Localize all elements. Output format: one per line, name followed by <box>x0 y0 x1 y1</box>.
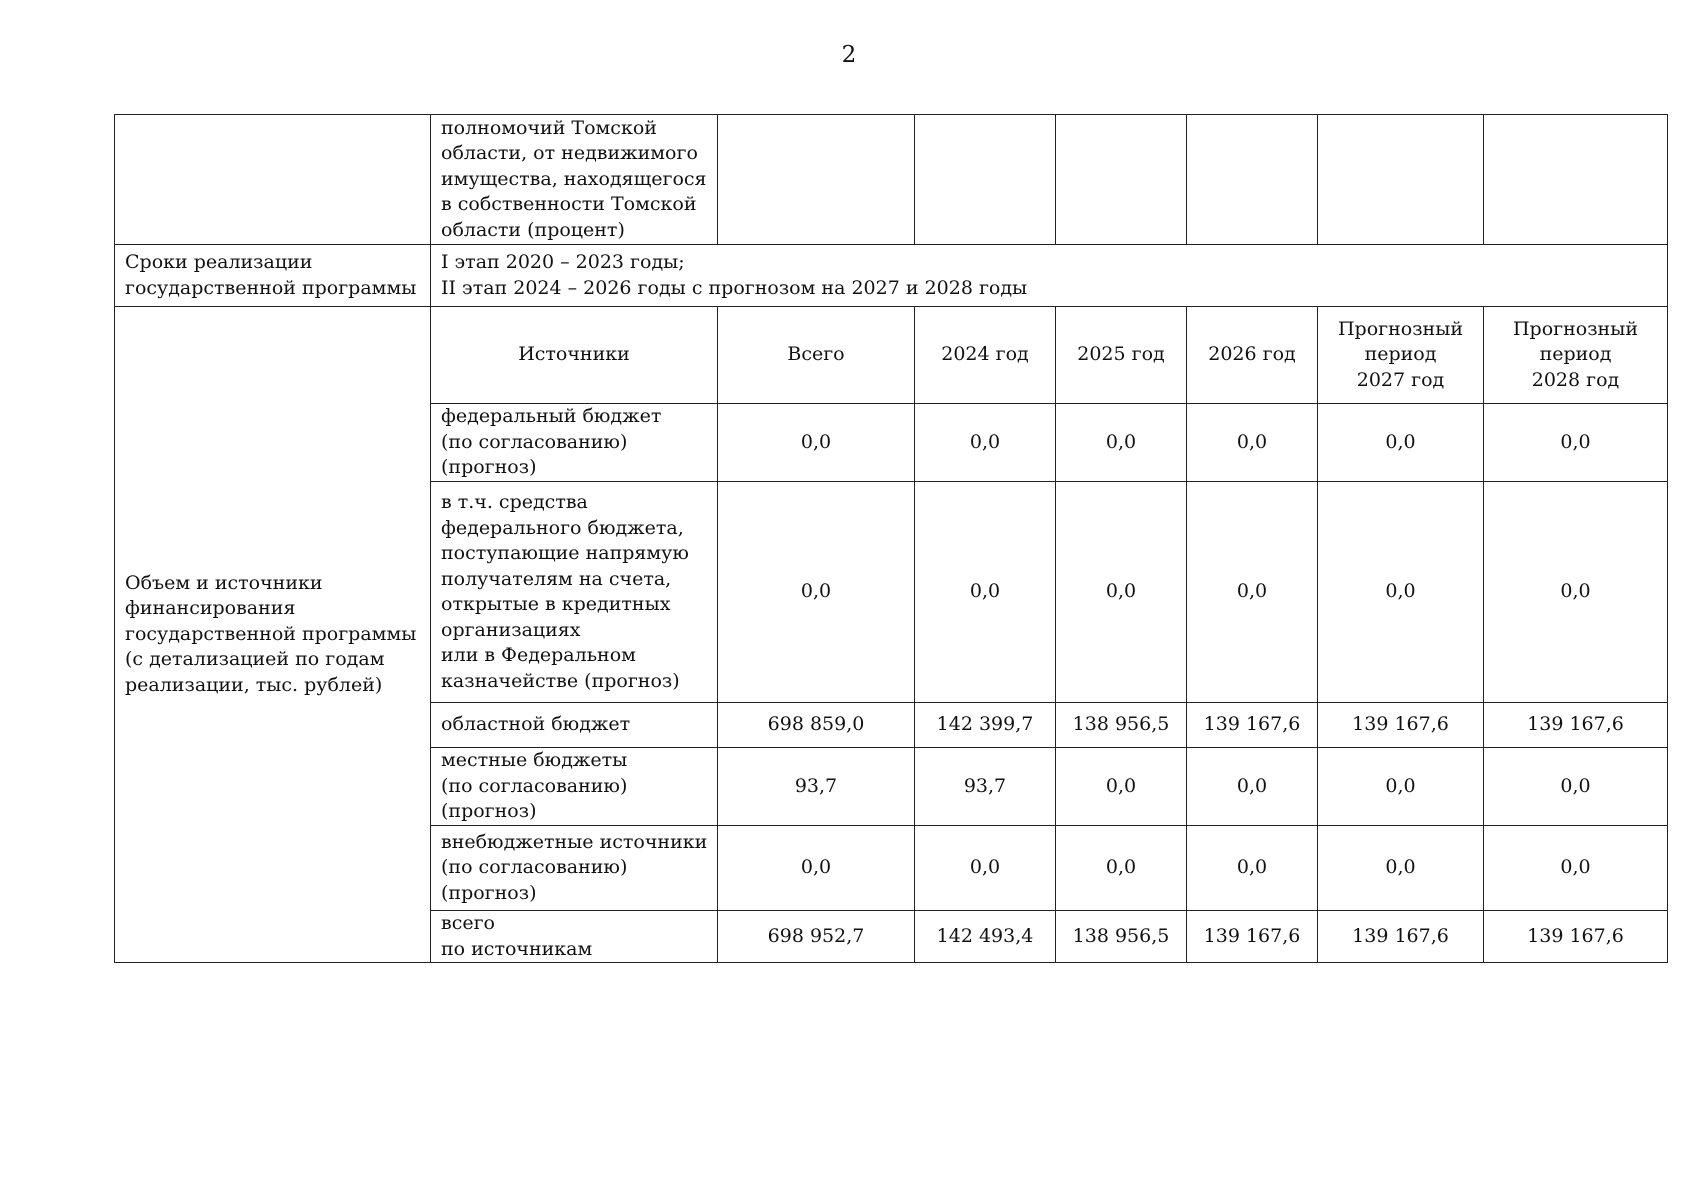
header-sources: Источники <box>431 307 718 404</box>
value-2028: 139 167,6 <box>1484 703 1668 748</box>
header-2024: 2024 год <box>915 307 1056 404</box>
empty-cell <box>1318 115 1484 245</box>
value-2028: 0,0 <box>1484 404 1668 482</box>
value-2027: 0,0 <box>1318 826 1484 911</box>
value-2024: 0,0 <box>915 826 1056 911</box>
header-total: Всего <box>718 307 915 404</box>
empty-cell <box>718 115 915 245</box>
value-total: 698 859,0 <box>718 703 915 748</box>
value-2027: 0,0 <box>1318 404 1484 482</box>
value-2026: 0,0 <box>1187 748 1318 826</box>
value-2028: 139 167,6 <box>1484 911 1668 963</box>
value-2025: 0,0 <box>1056 404 1187 482</box>
timing-label: Сроки реализации государственной программы <box>115 245 431 307</box>
source-federal-budget: федеральный бюджет (по согласованию) (прогноз) <box>431 404 718 482</box>
value-2026: 0,0 <box>1187 826 1318 911</box>
source-extra-budgetary: внебюджетные источники (по согласованию) (прогноз) <box>431 826 718 911</box>
value-total: 0,0 <box>718 404 915 482</box>
page-number: 2 <box>841 42 857 68</box>
value-2024: 93,7 <box>915 748 1056 826</box>
header-forecast-2028: Прогнозный период 2028 год <box>1484 307 1668 404</box>
source-regional-budget: областной бюджет <box>431 703 718 748</box>
source-federal-direct: в т.ч. средства федерального бюджета, поступающие напрямую получателям на счета, открытые в кредитных организациях или в Федеральном казначействе (прогноз) <box>431 482 718 703</box>
funding-header-row <box>115 307 1668 404</box>
empty-cell <box>1187 115 1318 245</box>
value-2028: 0,0 <box>1484 482 1668 703</box>
empty-cell <box>1056 115 1187 245</box>
source-local-budgets: местные бюджеты (по согласованию) (прогноз) <box>431 748 718 826</box>
value-2025: 0,0 <box>1056 482 1187 703</box>
value-2026: 139 167,6 <box>1187 703 1318 748</box>
header-2026: 2026 год <box>1187 307 1318 404</box>
value-2024: 0,0 <box>915 404 1056 482</box>
value-2025: 138 956,5 <box>1056 911 1187 963</box>
empty-label-cell <box>115 115 431 245</box>
empty-cell <box>1484 115 1668 245</box>
value-total: 0,0 <box>718 482 915 703</box>
value-2028: 0,0 <box>1484 748 1668 826</box>
value-2028: 0,0 <box>1484 826 1668 911</box>
value-total: 698 952,7 <box>718 911 915 963</box>
value-2025: 138 956,5 <box>1056 703 1187 748</box>
value-2024: 142 493,4 <box>915 911 1056 963</box>
timing-row <box>115 245 1668 307</box>
value-2027: 0,0 <box>1318 482 1484 703</box>
funding-label: Объем и источники финансирования государственной программы (с детализацией по годам реализации, тыс. рублей) <box>115 307 431 963</box>
value-2026: 0,0 <box>1187 404 1318 482</box>
timing-value: I этап 2020 – 2023 годы; II этап 2024 – 2026 годы с прогнозом на 2027 и 2028 годы <box>431 245 1668 307</box>
value-2025: 0,0 <box>1056 826 1187 911</box>
value-2026: 0,0 <box>1187 482 1318 703</box>
value-2024: 142 399,7 <box>915 703 1056 748</box>
value-total: 0,0 <box>718 826 915 911</box>
value-total: 93,7 <box>718 748 915 826</box>
value-2027: 0,0 <box>1318 748 1484 826</box>
value-2024: 0,0 <box>915 482 1056 703</box>
value-2025: 0,0 <box>1056 748 1187 826</box>
header-2025: 2025 год <box>1056 307 1187 404</box>
indicator-continuation-row <box>115 115 1668 245</box>
value-2027: 139 167,6 <box>1318 911 1484 963</box>
value-2027: 139 167,6 <box>1318 703 1484 748</box>
empty-cell <box>915 115 1056 245</box>
indicator-text-cell: полномочий Томской области, от недвижимого имущества, находящегося в собственности Томской области (процент) <box>431 115 718 245</box>
source-total: всего по источникам <box>431 911 718 963</box>
value-2026: 139 167,6 <box>1187 911 1318 963</box>
program-passport-table <box>114 114 1668 963</box>
header-forecast-2027: Прогнозный период 2027 год <box>1318 307 1484 404</box>
